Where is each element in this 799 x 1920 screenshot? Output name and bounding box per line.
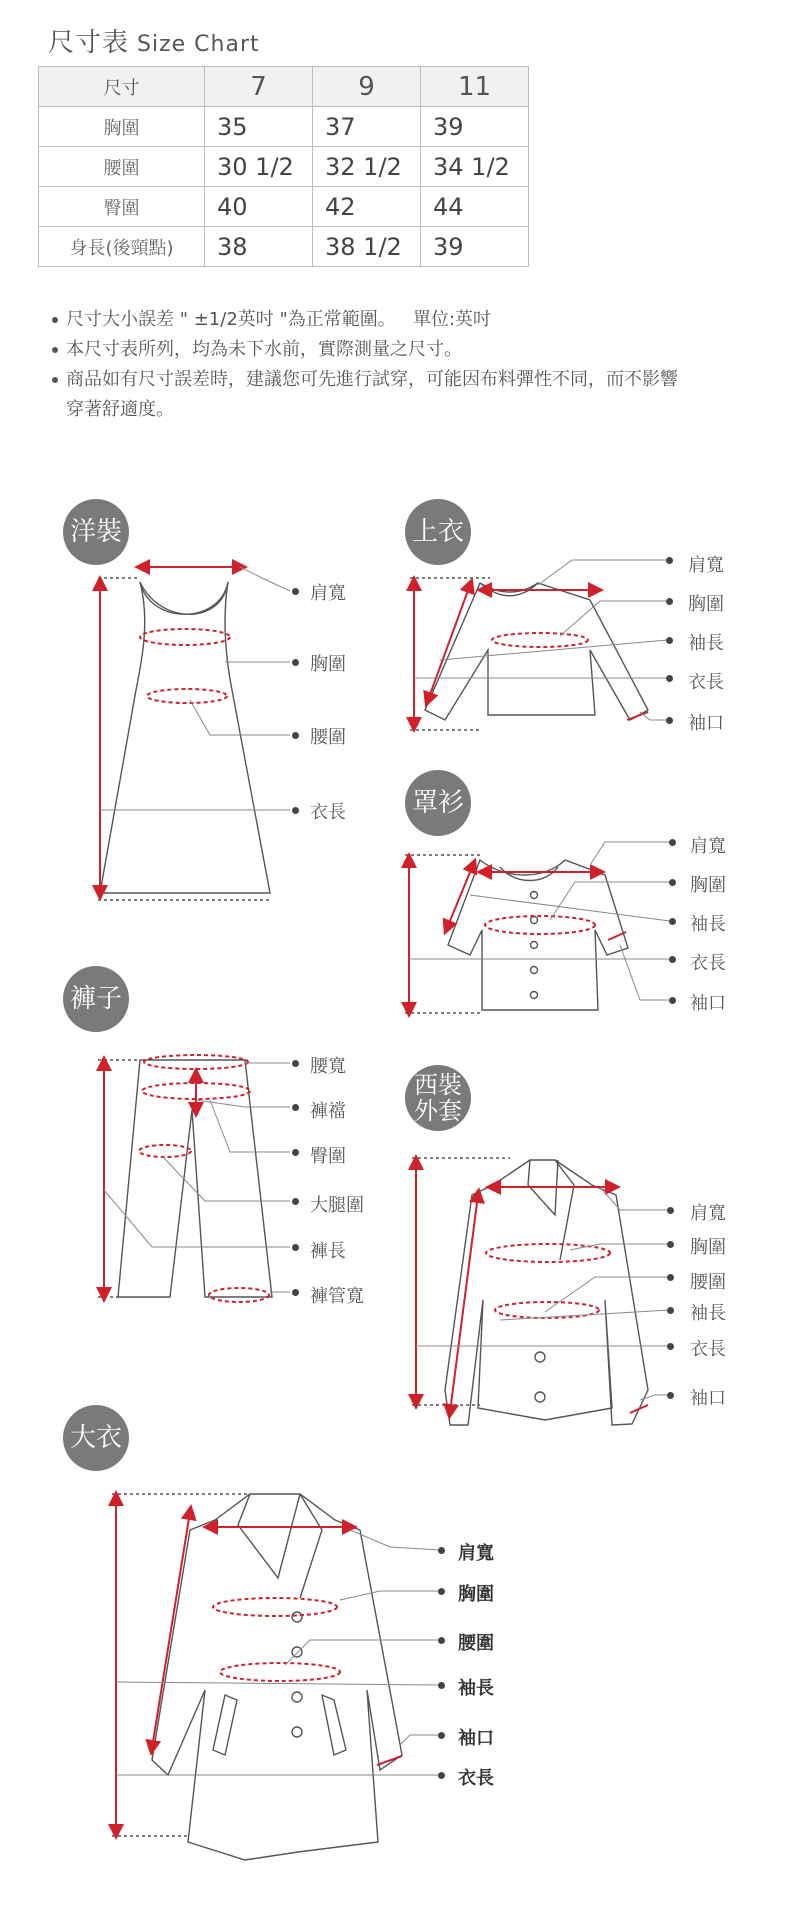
pointer-dot [292, 588, 299, 595]
pointer-dot [666, 675, 673, 682]
table-header-cell: 尺寸 [39, 67, 205, 107]
table-cell: 38 [205, 227, 313, 267]
label-top-length: 衣長 [688, 672, 724, 693]
pointer-dot [292, 732, 299, 739]
pointer-dot [438, 1772, 445, 1779]
pointer-dot [292, 1060, 299, 1067]
label-dress-bust: 胸圍 [310, 654, 346, 675]
label-coat-waist: 腰圍 [458, 1633, 494, 1654]
coat-illustration [112, 1494, 440, 1860]
label-coat-length: 衣長 [458, 1768, 494, 1789]
table-cell: 35 [205, 107, 313, 147]
pointer-dot [292, 807, 299, 814]
label-blouse-cuff: 袖口 [690, 993, 726, 1014]
badge-pants: 褲子 [63, 966, 129, 1032]
row-label: 胸圍 [39, 107, 205, 147]
pointer-dot [667, 1343, 674, 1350]
pointer-dot [666, 637, 673, 644]
row-label: 臀圍 [39, 187, 205, 227]
label-pants-length: 褲長 [310, 1241, 346, 1262]
label-suit-bust: 胸圍 [690, 1237, 726, 1258]
pointer-dot [666, 598, 673, 605]
label-suit-cuff: 袖口 [690, 1388, 726, 1409]
label-top-cuff: 袖口 [688, 713, 724, 734]
pointer-dot [667, 1307, 674, 1314]
title-zh: 尺寸表 [48, 28, 130, 58]
label-coat-sleeve: 袖長 [458, 1678, 494, 1699]
pointer-dot [667, 1274, 674, 1281]
pointer-dot [292, 659, 299, 666]
label-dress-waist: 腰圍 [310, 727, 346, 748]
badge-coat: 大衣 [63, 1405, 129, 1471]
label-dress-length: 衣長 [310, 802, 346, 823]
label-blouse-shoulder: 肩寬 [690, 836, 726, 857]
pointer-dot [292, 1104, 299, 1111]
pointer-dot [438, 1637, 445, 1644]
note-item-continued: 穿著舒適度。 [66, 399, 174, 420]
label-suit-waist: 腰圍 [690, 1272, 726, 1293]
row-label: 腰圍 [39, 147, 205, 187]
label-pants-hem: 褲管寬 [310, 1286, 364, 1307]
table-cell: 34 1/2 [421, 147, 529, 187]
table-cell: 32 1/2 [313, 147, 421, 187]
pants-illustration [98, 1055, 290, 1302]
pointer-dot [669, 918, 676, 925]
label-coat-shoulder: 肩寬 [458, 1543, 494, 1564]
pointer-dot [438, 1682, 445, 1689]
note-item: 尺寸大小誤差 " ±1/2英吋 "為正常範圍。 單位:英吋 [52, 305, 772, 335]
table-cell: 37 [313, 107, 421, 147]
label-pants-hip: 臀圍 [310, 1146, 346, 1167]
pointer-dot [438, 1547, 445, 1554]
pointer-dot [438, 1588, 445, 1595]
note-item: 商品如有尺寸誤差時，建議您可先進行試穿，可能因布料彈性不同，而不影響 [52, 365, 772, 395]
pointer-dot [667, 1392, 674, 1399]
pointer-dot [669, 879, 676, 886]
label-coat-bust: 胸圍 [458, 1584, 494, 1605]
table-cell: 30 1/2 [205, 147, 313, 187]
pointer-dot [292, 1244, 299, 1251]
badge-dress: 洋裝 [63, 499, 129, 565]
badge-top: 上衣 [405, 499, 471, 565]
pointer-dot [667, 1207, 674, 1214]
label-pants-rise: 褲襠 [310, 1101, 346, 1122]
badge-suit [405, 1065, 471, 1131]
dress-illustration [98, 567, 290, 900]
pointer-dot [292, 1198, 299, 1205]
table-cell: 42 [313, 187, 421, 227]
label-top-shoulder: 肩寬 [688, 555, 724, 576]
pointer-dot [666, 557, 673, 564]
pointer-dot [669, 839, 676, 846]
label-dress-shoulder: 肩寬 [310, 583, 346, 604]
badge-suit-line2: 外套 [414, 1097, 462, 1125]
table-cell: 38 1/2 [313, 227, 421, 267]
suit-illustration [412, 1158, 670, 1425]
label-blouse-length: 衣長 [690, 953, 726, 974]
label-coat-cuff: 袖口 [458, 1728, 494, 1749]
pointer-dot [292, 1289, 299, 1296]
table-header-cell: 9 [313, 67, 421, 107]
table-header-cell: 11 [421, 67, 529, 107]
label-pants-thigh: 大腿圍 [310, 1195, 364, 1216]
label-blouse-bust: 胸圍 [690, 875, 726, 896]
table-cell: 39 [421, 107, 529, 147]
label-pants-waist: 腰寬 [310, 1056, 346, 1077]
pointer-dot [669, 997, 676, 1004]
badge-blouse: 罩衫 [405, 770, 471, 836]
note-item: 本尺寸表所列，均為未下水前，實際測量之尺寸。 [52, 335, 772, 365]
table-cell: 40 [205, 187, 313, 227]
label-top-bust: 胸圍 [688, 594, 724, 615]
table-cell: 39 [421, 227, 529, 267]
pointer-dot [292, 1149, 299, 1156]
table-header-cell: 7 [205, 67, 313, 107]
label-suit-shoulder: 肩寬 [690, 1203, 726, 1224]
table-cell: 44 [421, 187, 529, 227]
pointer-dot [669, 956, 676, 963]
label-suit-length: 衣長 [690, 1339, 726, 1360]
badge-suit-line1: 西裝 [414, 1071, 462, 1099]
label-top-sleeve: 袖長 [688, 633, 724, 654]
pointer-dot [438, 1732, 445, 1739]
blouse-illustration [405, 842, 670, 1013]
top-illustration [410, 560, 667, 730]
row-label: 身長(後頸點) [39, 227, 205, 267]
label-suit-sleeve: 袖長 [690, 1303, 726, 1324]
label-blouse-sleeve: 袖長 [690, 914, 726, 935]
pointer-dot [667, 1241, 674, 1248]
title-en: Size Chart [137, 32, 260, 57]
pointer-dot [666, 717, 673, 724]
